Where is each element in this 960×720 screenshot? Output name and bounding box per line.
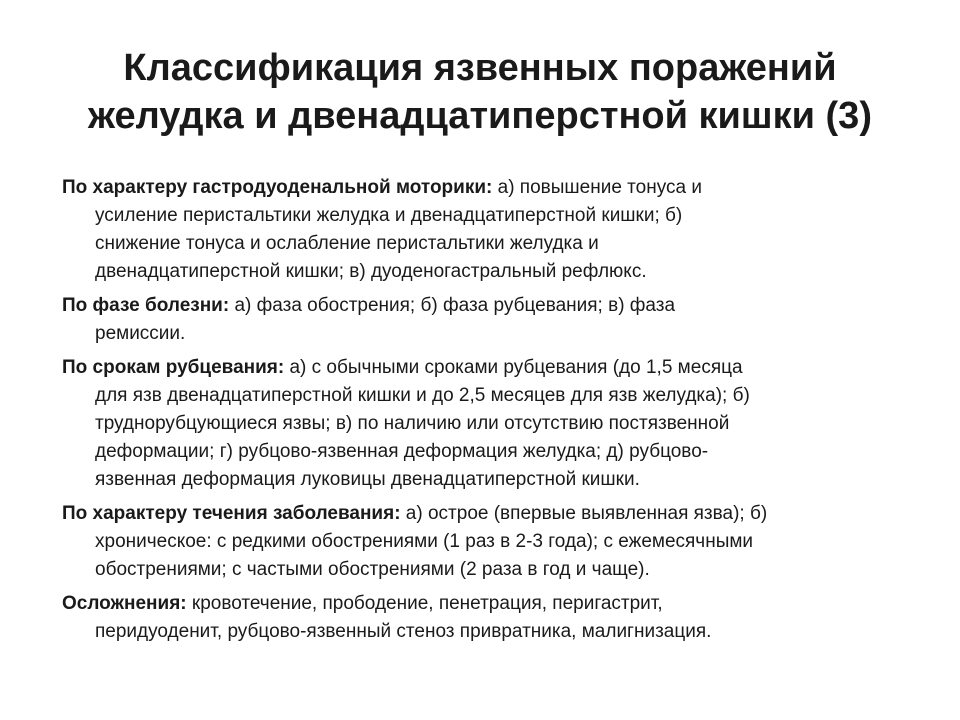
- item-text-line: для язв двенадцатиперстной кишки и до 2,5 месяцев для язв желудка); б): [95, 385, 750, 406]
- item-text-line: хроническое: с редкими обострениями (1 раз в 2-3 года); с ежемесячными: [95, 531, 754, 552]
- item-lead-label: По срокам рубцевания:: [62, 357, 285, 378]
- item-text-line: двенадцатиперстной кишки; в) дуоденогастральный рефлюкс.: [95, 261, 647, 282]
- item-lead-label: По характеру гастродуоденальной моторики:: [62, 177, 493, 198]
- item-text-line: ремиссии.: [95, 323, 186, 344]
- list-item-motility: [62, 174, 898, 286]
- slide-title-line-1: Классификация язвенных поражений: [123, 47, 837, 89]
- classification-list: [62, 174, 898, 652]
- item-first-line: [62, 174, 898, 202]
- item-text-line: усиление перистальтики желудка и двенадцатиперстной кишки; б): [95, 205, 683, 226]
- item-lead-label: По фазе болезни:: [62, 295, 230, 316]
- item-text-line: труднорубцующиеся язвы; в) по наличию или отсутствию постязвенной: [95, 413, 730, 434]
- item-first-line: [62, 354, 898, 382]
- list-item-course: [62, 500, 898, 584]
- item-first-text: а) повышение тонуса и: [492, 177, 702, 198]
- item-first-text: а) острое (впервые выявленная язва); б): [400, 503, 768, 524]
- list-item-complications: [62, 590, 898, 646]
- list-item-phase: [62, 292, 898, 348]
- item-first-text: а) с обычными сроками рубцевания (до 1,5 месяца: [284, 357, 743, 378]
- item-text-line: язвенная деформация луковицы двенадцатиперстной кишки.: [95, 469, 640, 490]
- list-item-healing-terms: [62, 354, 898, 494]
- item-first-line: [62, 590, 898, 618]
- item-text-line: деформации; г) рубцово-язвенная деформация желудка; д) рубцово-: [95, 441, 709, 462]
- slide-title: [20, 44, 940, 140]
- item-lead-label: Осложнения:: [62, 593, 187, 614]
- item-text-line: перидуоденит, рубцово-язвенный стеноз привратника, малигнизация.: [95, 621, 712, 642]
- item-first-line: [62, 292, 898, 320]
- item-text-line: снижение тонуса и ослабление перистальтики желудка и: [95, 233, 599, 254]
- item-lead-label: По характеру течения заболевания:: [62, 503, 401, 524]
- slide-title-line-2: желудка и двенадцатиперстной кишки (3): [88, 95, 872, 137]
- item-first-line: [62, 500, 898, 528]
- item-text-line: обострениями; с частыми обострениями (2 раза в год и чаще).: [95, 559, 650, 580]
- item-first-text: кровотечение, прободение, пенетрация, перигастрит,: [186, 593, 663, 614]
- item-first-text: а) фаза обострения; б) фаза рубцевания; в) фаза: [229, 295, 676, 316]
